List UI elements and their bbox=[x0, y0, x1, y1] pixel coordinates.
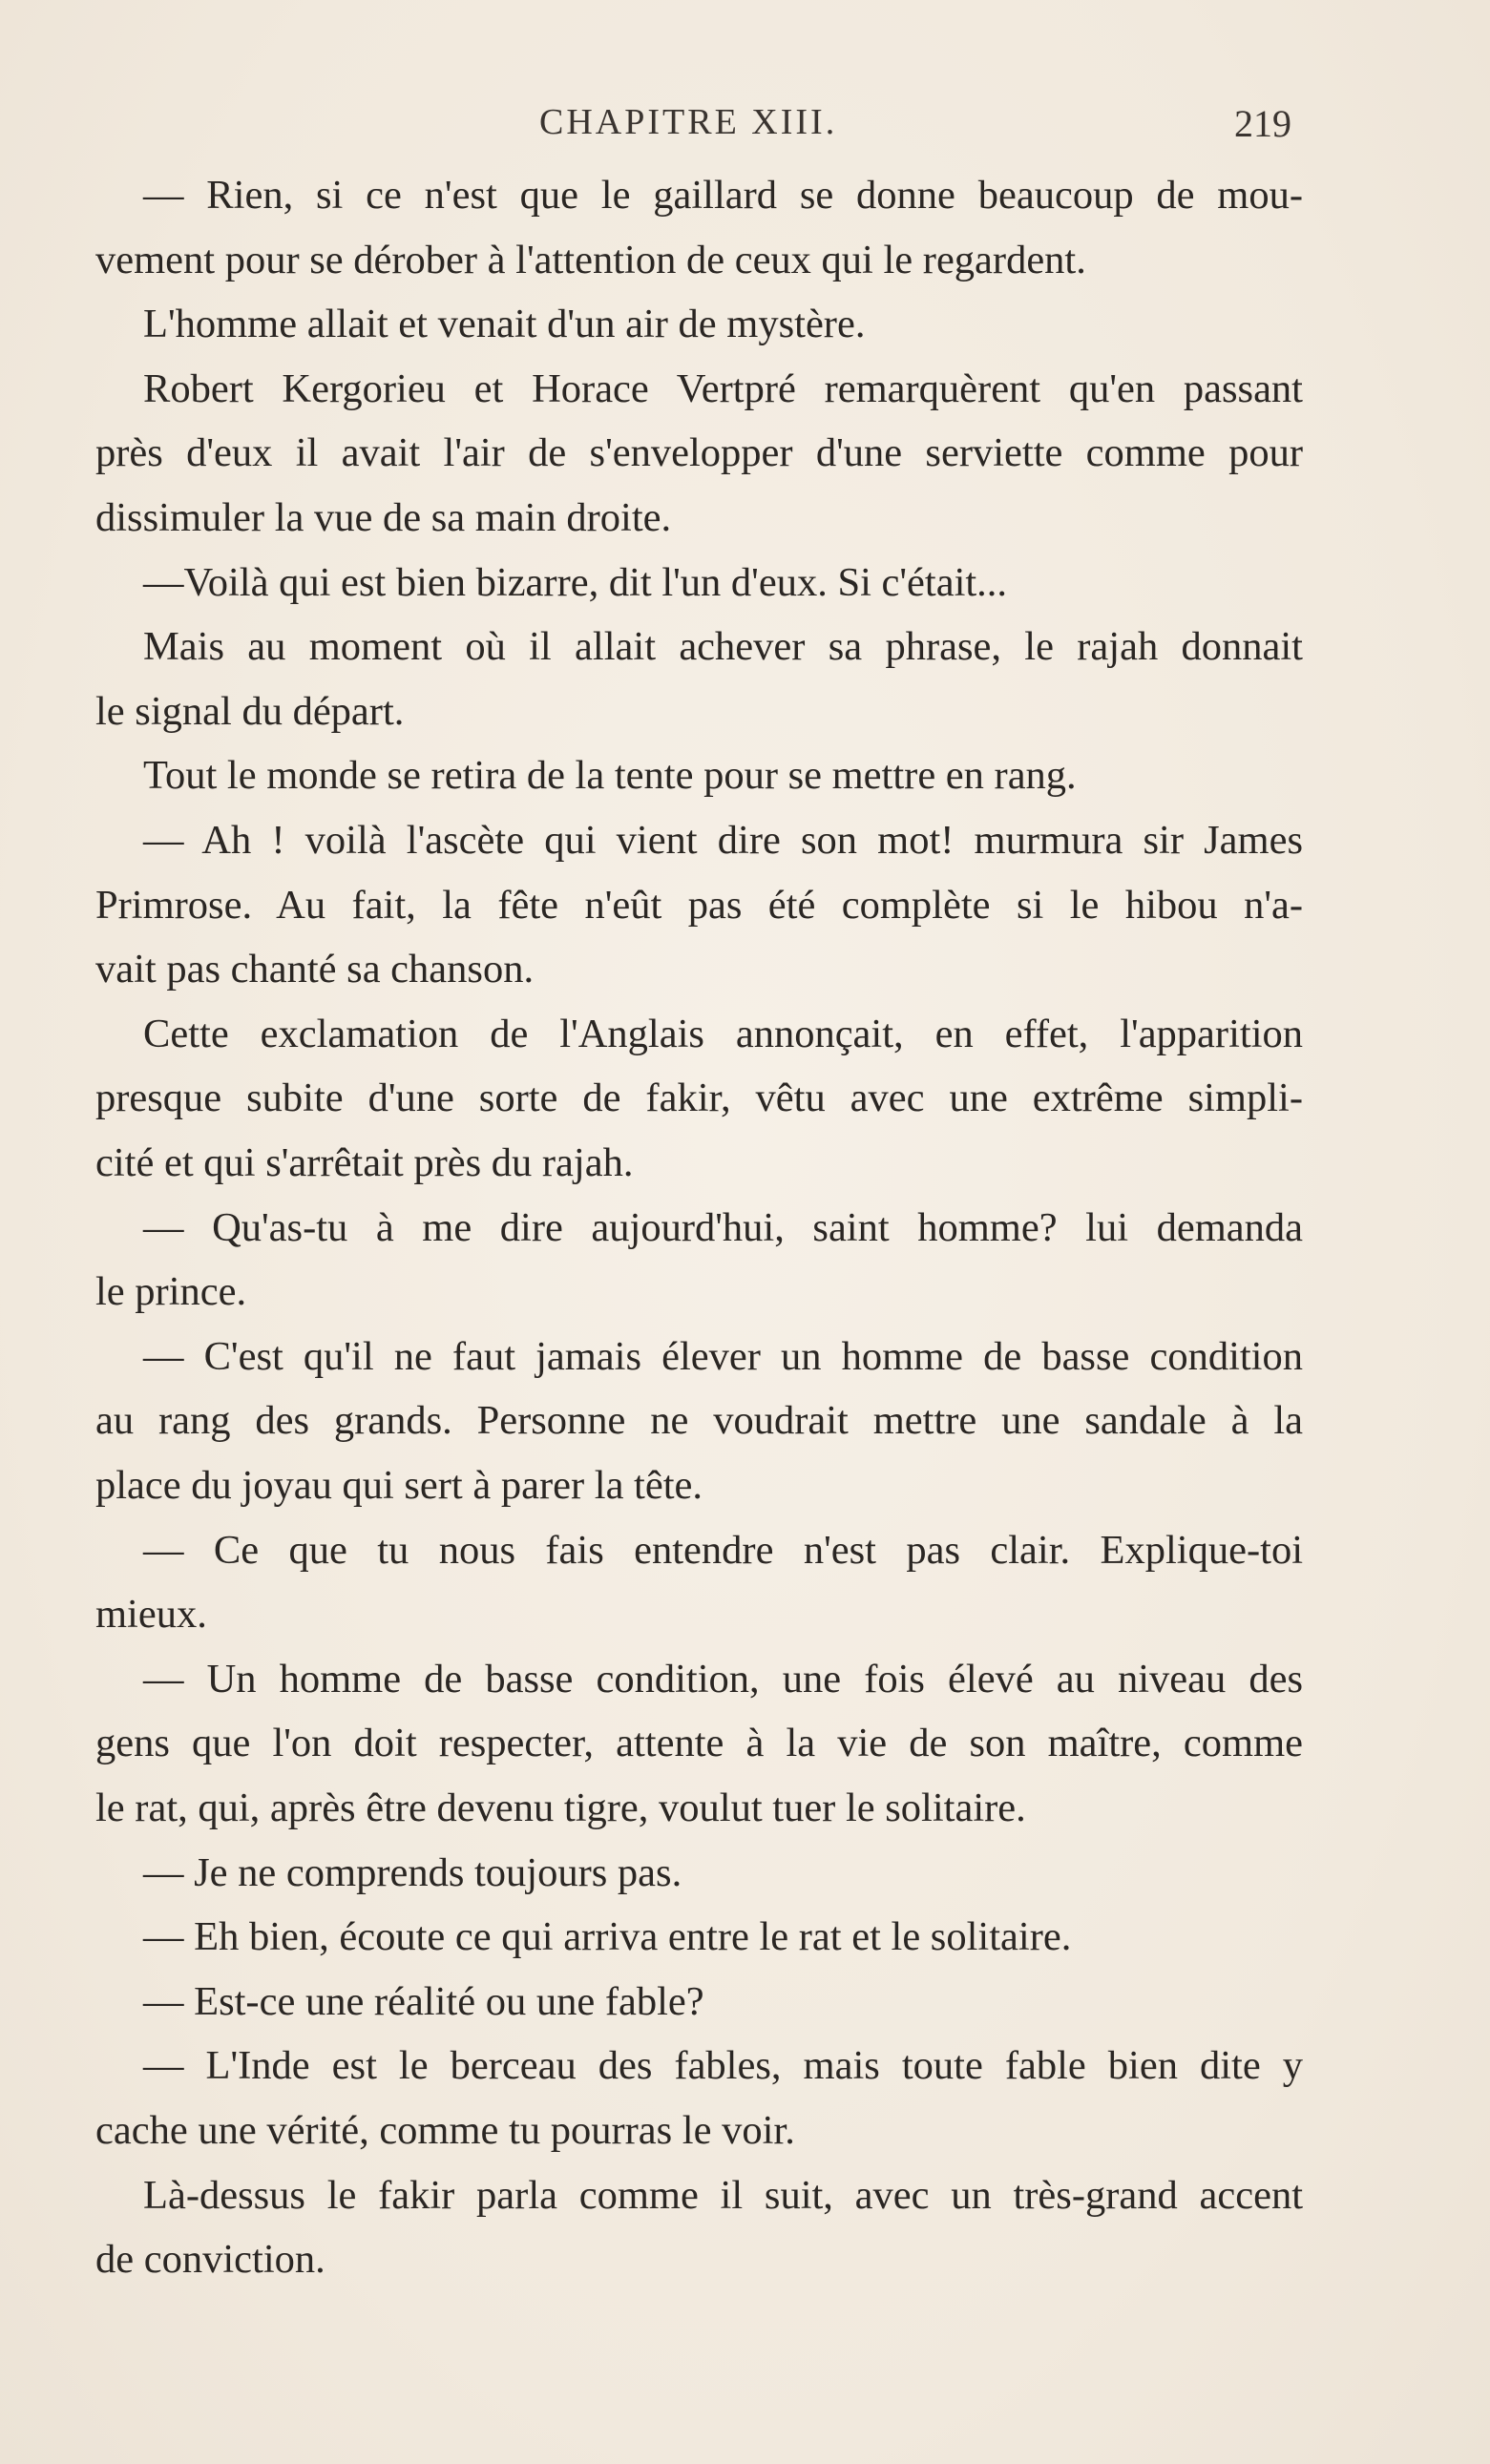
text-line: mieux. bbox=[95, 1592, 207, 1637]
text-line: Là-dessus le fakir parla comme il suit, avec un très-grand accent bbox=[143, 2173, 1303, 2218]
text-line: — C'est qu'il ne faut jamais élever un homme de basse condition bbox=[143, 1334, 1303, 1379]
text-line: vement pour se dérober à l'attention de ceux qui le regardent. bbox=[95, 238, 1086, 282]
page-header bbox=[0, 101, 1490, 158]
text-line: — Un homme de basse condition, une fois élevé au niveau des bbox=[143, 1657, 1303, 1702]
text-line: — Rien, si ce n'est que le gaillard se donne beaucoup de mou- bbox=[143, 173, 1303, 218]
text-line: — Qu'as-tu à me dire aujourd'hui, saint homme? lui demanda bbox=[143, 1205, 1303, 1250]
text-line: — Eh bien, écoute ce qui arriva entre le rat et le solitaire. bbox=[143, 1914, 1072, 1959]
text-line: —Voilà qui est bien bizarre, dit l'un d'eux. Si c'était... bbox=[143, 560, 1008, 605]
page-number: 219 bbox=[1234, 102, 1291, 145]
text-line: presque subite d'une sorte de fakir, vêtu avec une extrême simpli- bbox=[95, 1075, 1303, 1120]
text-line: Primrose. Au fait, la fête n'eût pas été complète si le hibou n'a- bbox=[95, 883, 1303, 928]
text-line: de conviction. bbox=[95, 2237, 325, 2282]
text-line: le prince. bbox=[95, 1269, 247, 1314]
text-line: — Est-ce une réalité ou une fable? bbox=[143, 1979, 704, 2024]
text-line: Cette exclamation de l'Anglais annonçait, en effet, l'apparition bbox=[143, 1012, 1303, 1056]
text-line: place du joyau qui sert à parer la tête. bbox=[95, 1463, 703, 1508]
text-line: — L'Inde est le berceau des fables, mais toute fable bien dite y bbox=[143, 2043, 1303, 2088]
text-line: Mais au moment où il allait achever sa phrase, le rajah donnait bbox=[143, 624, 1303, 669]
text-line: Robert Kergorieu et Horace Vertpré remarquèrent qu'en passant bbox=[143, 366, 1303, 411]
text-line: cache une vérité, comme tu pourras le voir. bbox=[95, 2108, 795, 2153]
text-line: près d'eux il avait l'air de s'envelopper d'une serviette comme pour bbox=[95, 430, 1303, 475]
text-line: L'homme allait et venait d'un air de mystère. bbox=[143, 302, 866, 346]
text-line: le signal du départ. bbox=[95, 689, 405, 734]
text-line: — Ce que tu nous fais entendre n'est pas clair. Explique-toi bbox=[143, 1528, 1303, 1573]
text-line: — Je ne comprends toujours pas. bbox=[143, 1850, 682, 1895]
text-line: gens que l'on doit respecter, attente à la vie de son maître, comme bbox=[95, 1721, 1303, 1765]
text-line: cité et qui s'arrêtait près du rajah. bbox=[95, 1140, 634, 1185]
text-line: — Ah ! voilà l'ascète qui vient dire son mot! murmura sir James bbox=[143, 818, 1303, 863]
text-line: Tout le monde se retira de la tente pour se mettre en rang. bbox=[143, 753, 1077, 798]
text-line: le rat, qui, après être devenu tigre, voulut tuer le solitaire. bbox=[95, 1785, 1026, 1830]
text-line: dissimuler la vue de sa main droite. bbox=[95, 495, 672, 540]
text-line: au rang des grands. Personne ne voudrait mettre une sandale à la bbox=[95, 1398, 1303, 1443]
running-head: CHAPITRE XIII. bbox=[539, 102, 838, 142]
text-line: vait pas chanté sa chanson. bbox=[95, 947, 535, 992]
